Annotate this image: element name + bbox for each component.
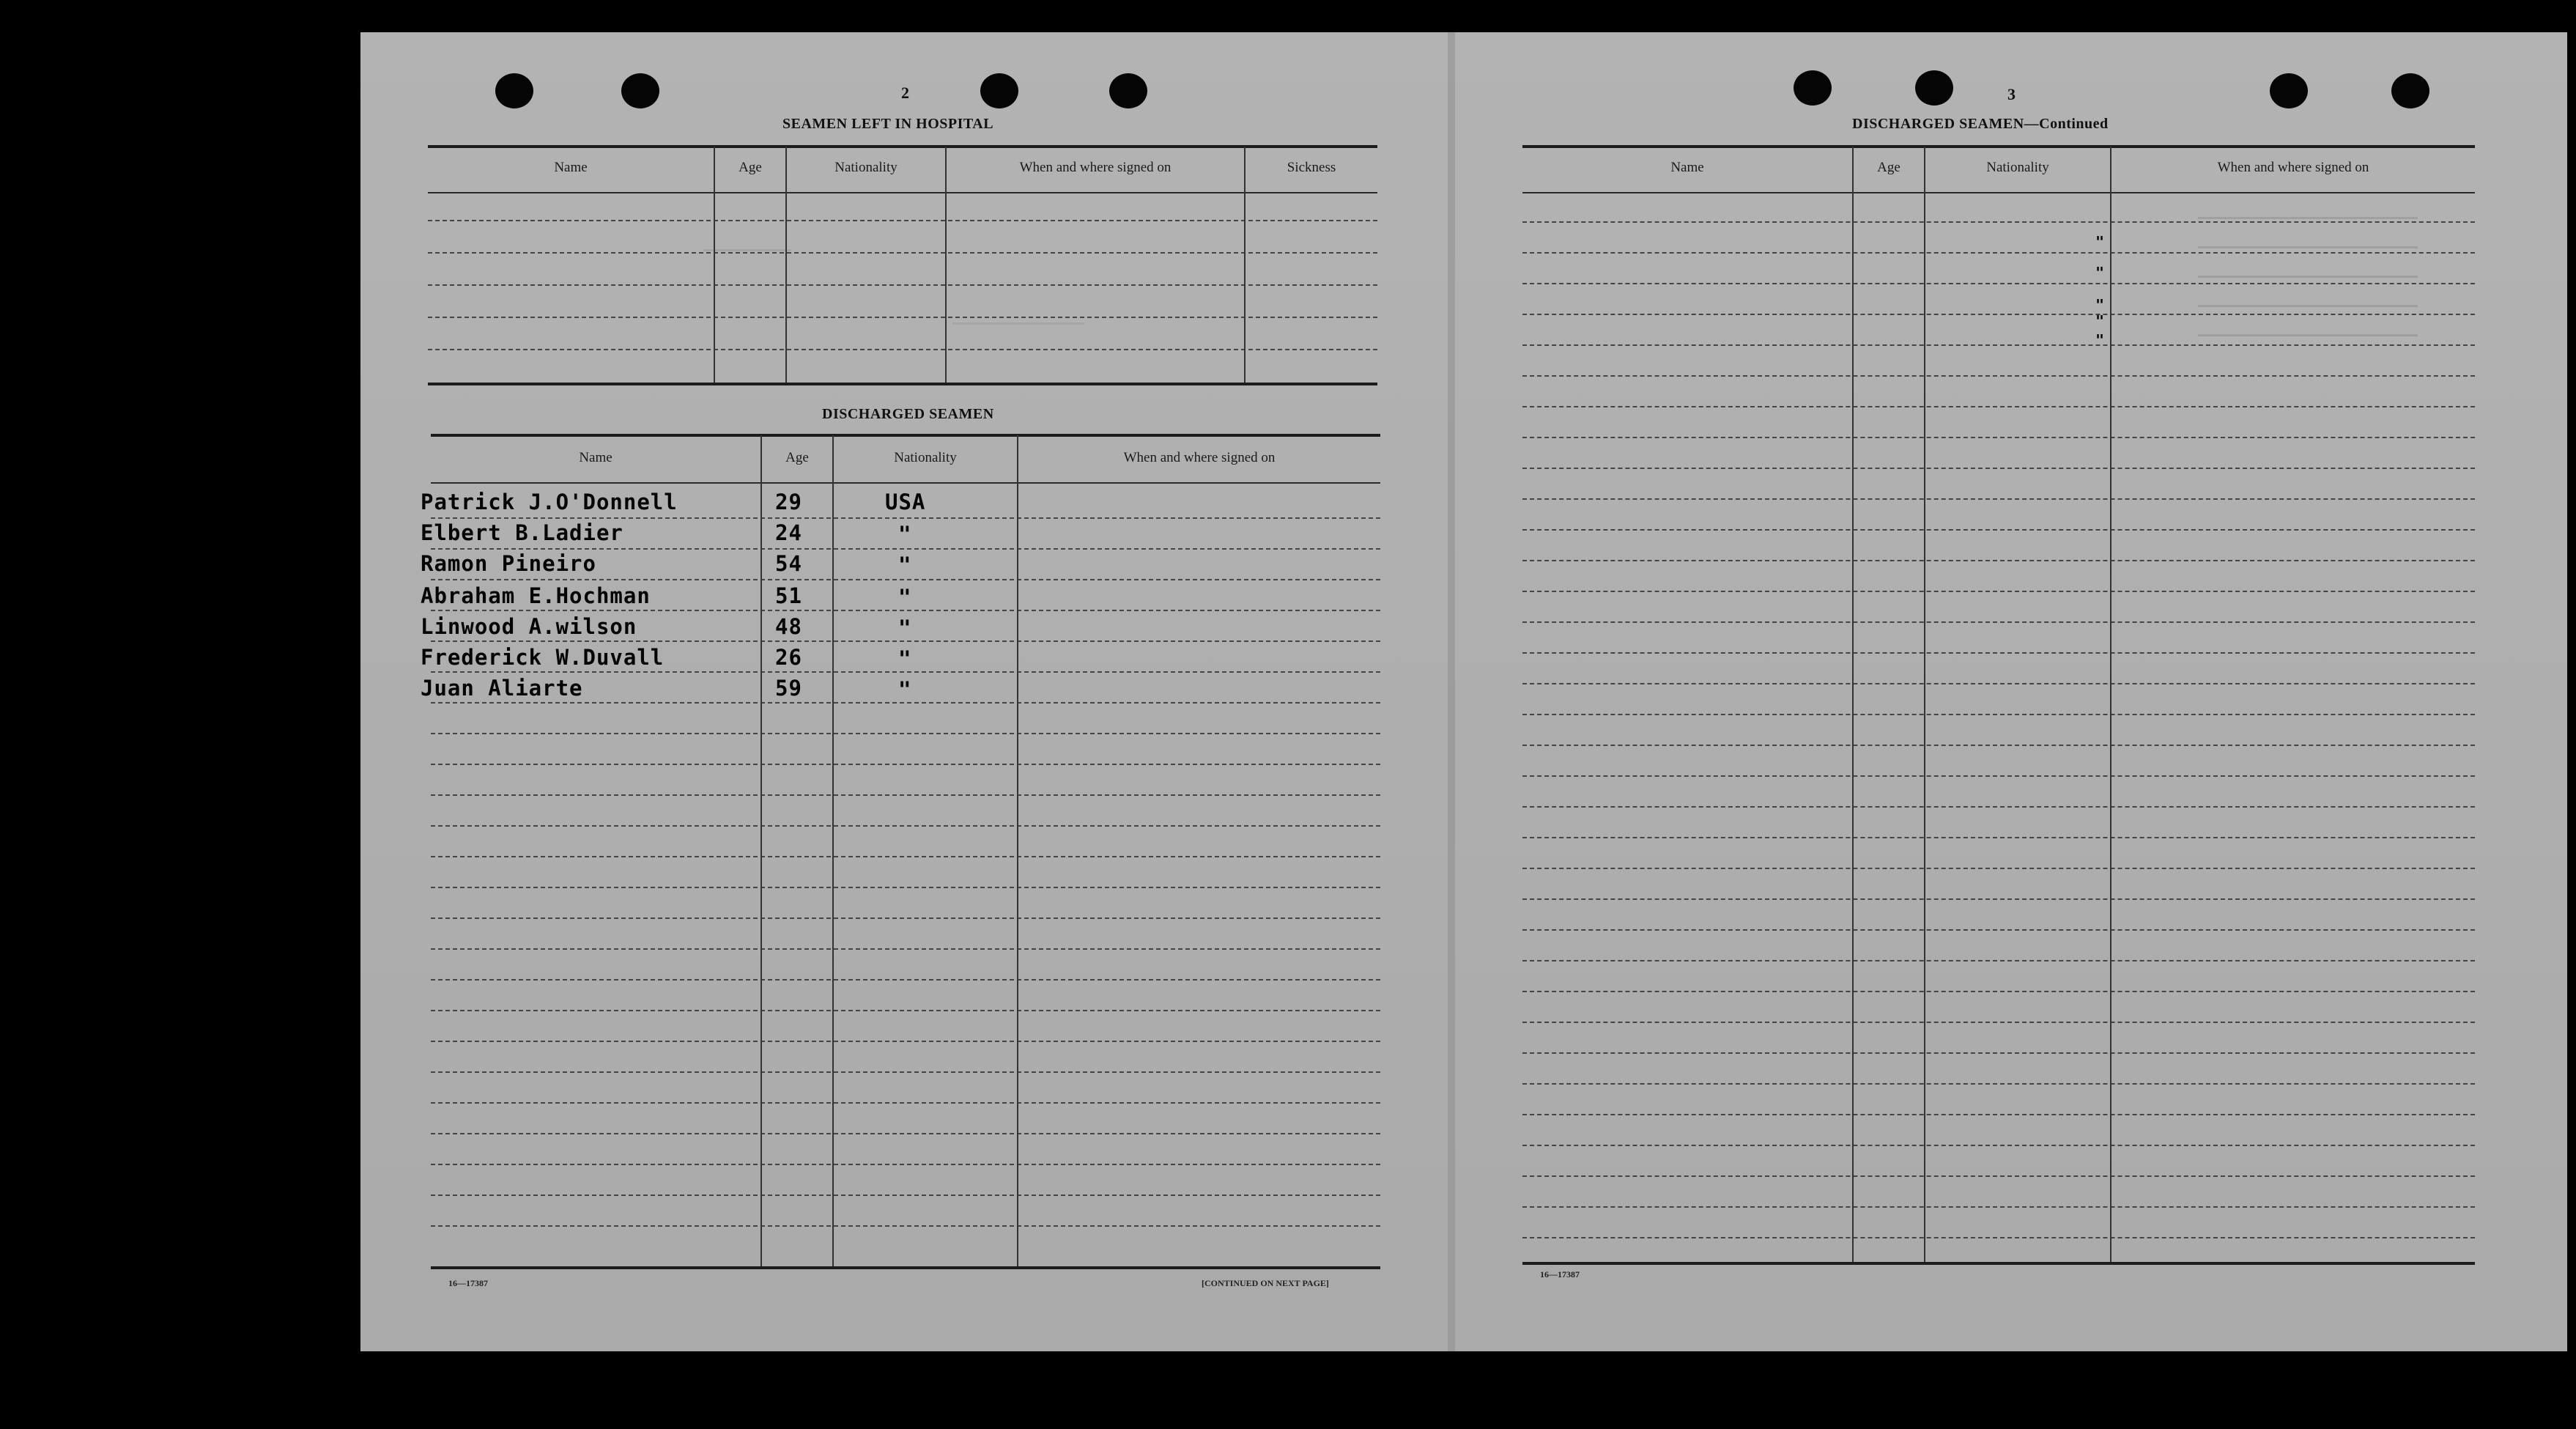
page-number-left: 2	[901, 84, 909, 102]
punch-hole	[980, 73, 1018, 108]
hospital-header-nationality: Nationality	[834, 160, 897, 175]
discharged-header-signed-on: When and where signed on	[1123, 450, 1276, 465]
punch-hole	[2270, 73, 2308, 108]
continued-header-nationality: Nationality	[1986, 160, 2049, 175]
bleed-through-mark	[2198, 217, 2418, 231]
seaman-nationality: "	[898, 522, 912, 547]
seaman-nationality: "	[898, 585, 912, 610]
discharged-continued-title: DISCHARGED SEAMEN—Continued	[1852, 116, 2109, 132]
form-number-left: 16—17387	[448, 1278, 488, 1288]
punch-hole	[495, 73, 533, 108]
continued-header-age: Age	[1877, 160, 1900, 175]
punch-hole	[621, 73, 659, 108]
bleed-through-mark	[952, 322, 1084, 336]
seaman-name: Ramon Pineiro	[421, 551, 596, 576]
discharged-header-nationality: Nationality	[894, 450, 957, 465]
seaman-name: Juan Aliarte	[421, 676, 583, 701]
seaman-age: 59	[775, 676, 802, 701]
seaman-name: Abraham E.Hochman	[421, 583, 651, 608]
seaman-name: Elbert B.Ladier	[421, 520, 623, 545]
seaman-age: 24	[775, 520, 802, 545]
seaman-nationality: USA	[885, 490, 926, 514]
seaman-name: Patrick J.O'Donnell	[421, 490, 678, 514]
form-number-right: 16—17387	[1540, 1269, 1580, 1280]
seaman-nationality: "	[898, 646, 912, 671]
seaman-nationality: "	[898, 677, 912, 702]
bleed-through-mark	[2198, 305, 2418, 319]
page-number-right: 3	[2007, 85, 2016, 103]
seaman-nationality: "	[898, 553, 912, 577]
seaman-age: 26	[775, 645, 802, 670]
seaman-age: 29	[775, 490, 802, 514]
hospital-section-title: SEAMEN LEFT IN HOSPITAL	[782, 116, 994, 132]
seaman-age: 51	[775, 583, 802, 608]
discharged-section-title: DISCHARGED SEAMEN	[822, 406, 994, 422]
nationality-ditto-mark: "	[2095, 264, 2106, 281]
continued-header-signed-on: When and where signed on	[2217, 160, 2369, 175]
seaman-name: Linwood A.wilson	[421, 614, 637, 639]
page-fold	[1448, 32, 1455, 1351]
nationality-ditto-mark: "	[2095, 296, 2106, 314]
punch-hole	[1915, 70, 1953, 106]
nationality-ditto-mark: "	[2095, 312, 2106, 330]
seaman-age: 54	[775, 551, 802, 576]
nationality-ditto-mark: "	[2095, 233, 2106, 251]
seaman-age: 48	[775, 614, 802, 639]
punch-hole	[1109, 73, 1147, 108]
discharged-header-name: Name	[579, 450, 612, 465]
seaman-nationality: "	[898, 616, 912, 640]
bleed-through-mark	[2198, 334, 2418, 348]
discharged-header-age: Age	[785, 450, 809, 465]
hospital-header-age: Age	[739, 160, 762, 175]
hospital-header-sickness: Sickness	[1287, 160, 1336, 175]
hospital-header-name: Name	[554, 160, 588, 175]
continued-header-name: Name	[1670, 160, 1704, 175]
nationality-ditto-mark: "	[2095, 331, 2106, 349]
bleed-through-mark	[703, 249, 791, 263]
seaman-name: Frederick W.Duvall	[421, 645, 665, 670]
hospital-header-signed-on: When and where signed on	[1019, 160, 1172, 175]
punch-hole	[1794, 70, 1832, 106]
continued-note: [CONTINUED ON NEXT PAGE]	[1202, 1278, 1329, 1288]
punch-hole	[2391, 73, 2429, 108]
